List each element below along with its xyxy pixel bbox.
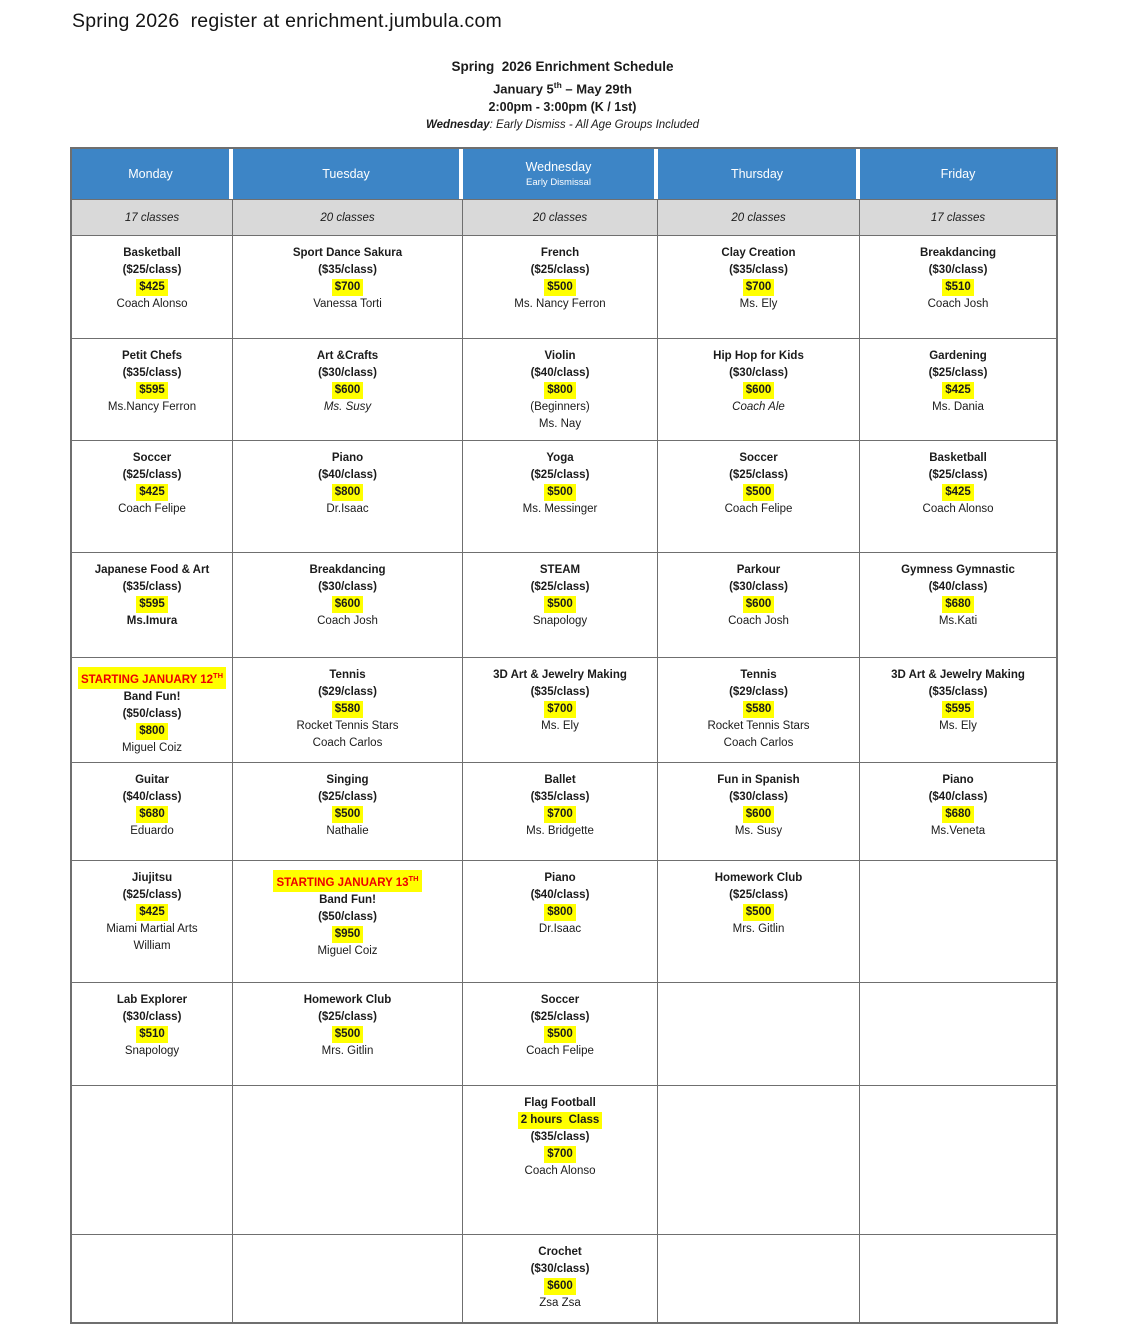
class-cell [233,982,463,1085]
class-rate: ($40/class) [530,367,590,379]
class-total-price [658,279,859,296]
table-row [72,552,1056,657]
yellow-highlight: $425 [136,279,168,296]
class-cell [463,982,658,1085]
class-rate: ($25/class) [318,791,377,803]
class-cell [72,440,233,552]
class-instructor: Zsa Zsa [539,1297,581,1309]
day-label: Friday [940,167,976,181]
class-cell [233,762,463,860]
table-row [72,1085,1056,1234]
empty-cell [72,1085,233,1234]
class-count-cell: 17 classes [860,199,1056,235]
yellow-highlight: $510 [136,1026,168,1043]
class-name: Breakdancing [919,247,997,259]
table-row [72,982,1056,1085]
class-total-price [658,806,859,823]
note-rest: : Early Dismiss - All Age Groups Included [489,119,700,132]
day-header-cell [860,149,1056,199]
class-instructor: Rocket Tennis Stars [296,720,399,732]
class-rate: ($35/class) [122,581,182,593]
empty-cell [658,1085,860,1234]
class-rate: ($25/class) [122,889,182,901]
banner-highlight: STARTING JANUARY 12TH [78,667,226,689]
class-total-price [72,279,232,296]
class-name: Soccer [132,452,172,464]
class-cell [860,552,1056,657]
yellow-highlight: $500 [544,279,576,296]
class-cell [860,657,1056,762]
class-rate: ($25/class) [530,264,590,276]
class-total-price [233,806,462,823]
yellow-highlight: $510 [942,279,974,296]
yellow-highlight: $600 [743,382,775,399]
class-cell [658,235,860,338]
class-name: Basketball [123,247,181,259]
class-instructor: Ms.Imura [126,615,178,627]
class-name: Singing [326,774,369,786]
starting-date-banner [72,667,232,689]
class-cell [860,440,1056,552]
class-cell [463,657,658,762]
yellow-highlight: $800 [544,904,576,921]
yellow-highlight: $700 [743,279,775,296]
class-name: Lab Explorer [116,994,188,1006]
table-counts-row [72,199,1056,235]
class-cell [72,338,233,440]
class-cell [463,762,658,860]
class-instructor: Miami Martial Arts [106,923,198,935]
class-instructor: Ms. Nay [538,418,582,430]
class-count-cell: 17 classes [72,199,233,235]
class-name: Soccer [739,452,778,464]
class-name: Petit Chefs [121,350,183,362]
class-instructor: Miguel Coiz [121,741,183,754]
class-instructor: Coach Felipe [724,503,793,515]
yellow-highlight: $500 [743,904,775,921]
class-cell [72,235,233,338]
class-total-price [860,279,1056,296]
class-total-price [860,701,1056,718]
class-instructor: Mrs. Gitlin [732,923,785,935]
class-total-price [72,806,232,823]
class-total-price [658,596,859,613]
class-name: Piano [544,872,576,884]
banner-highlight: STARTING JANUARY 13TH [273,870,421,892]
day-header-cell [233,149,463,199]
class-cell [72,982,233,1085]
class-rate: ($30/class) [729,791,788,803]
yellow-highlight: $700 [332,279,364,296]
note-bold: Wednesday [425,119,490,132]
class-rate: ($25/class) [530,1011,590,1023]
table-row [72,1234,1056,1322]
class-cell [72,552,233,657]
class-name: Yoga [546,452,574,464]
class-name: Ballet [544,774,576,786]
class-name: Piano [331,452,364,464]
class-instructor: Ms. Ely [939,720,977,732]
class-instructor: William [133,940,171,952]
day-header-cell [658,149,860,199]
class-name: Art &Crafts [316,350,379,362]
class-rate: ($35/class) [530,1131,590,1143]
page-title: Spring 2026 register at enrichment.jumbula.com [72,10,502,32]
class-rate: ($40/class) [928,581,988,593]
yellow-highlight: $580 [743,701,775,718]
class-total-price [658,484,859,501]
class-total-price [463,806,657,823]
class-rate: ($30/class) [318,367,377,379]
class-total-price [463,382,657,399]
class-rate: ($35/class) [318,264,377,276]
class-cell [233,440,463,552]
class-rate: ($25/class) [122,469,182,481]
class-cell [463,860,658,982]
yellow-highlight: $680 [942,806,974,823]
class-instructor: Coach Josh [317,615,378,627]
date-superscript: th [553,80,562,90]
empty-cell [860,1085,1056,1234]
empty-cell [860,1234,1056,1322]
class-name: Gardening [929,350,987,362]
class-cell [463,440,658,552]
class-total-price [658,701,859,718]
class-rate: ($30/class) [122,1011,182,1023]
banner-superscript: TH [408,874,419,883]
table-body [72,235,1056,1322]
banner-superscript: TH [213,671,224,680]
class-count-cell: 20 classes [463,199,658,235]
class-instructor: Ms. Dania [932,401,984,413]
class-total-price [463,596,657,613]
class-instructor: Coach Josh [927,298,989,310]
day-subtitle: Early Dismissal [526,176,591,188]
class-rate: ($25/class) [928,469,988,481]
class-cell [72,762,233,860]
class-rate: ($35/class) [122,367,182,379]
class-name: Japanese Food & Art [94,564,210,576]
class-name: Basketball [929,452,987,464]
empty-cell [658,1234,860,1322]
class-name: Jiujitsu [131,872,173,884]
class-rate: ($29/class) [729,686,788,698]
day-label: Tuesday [322,167,370,181]
empty-cell [658,982,860,1085]
class-total-price [463,279,657,296]
yellow-highlight: $700 [544,1146,576,1163]
empty-cell [72,1234,233,1322]
class-total-price [72,904,232,921]
class-name: Tennis [329,669,366,681]
class-instructor: Coach Ale [732,401,785,413]
class-rate: ($25/class) [318,1011,377,1023]
class-instructor: Rocket Tennis Stars [707,720,810,732]
class-total-price [233,1026,462,1043]
class-name: Flag Football [524,1097,596,1109]
class-instructor: Coach Felipe [118,503,186,515]
class-total-price [463,484,657,501]
class-instructor: Ms. Ely [739,298,778,310]
class-name: 3D Art & Jewelry Making [891,669,1025,681]
yellow-highlight: $425 [942,484,974,501]
day-header-cell [463,149,658,199]
class-instructor: Dr.Isaac [326,503,369,515]
empty-cell [233,1085,463,1234]
yellow-highlight: 2 hours Class [518,1112,603,1129]
class-total-price [463,1278,657,1295]
class-rate: ($25/class) [729,469,788,481]
schedule-header [0,58,1125,135]
class-name: Violin [544,350,576,362]
class-instructor: Coach Josh [728,615,789,627]
date-pre: January 5 [493,81,554,97]
class-instructor: Snapology [532,615,588,627]
class-rate: ($25/class) [530,581,590,593]
class-total-price [860,806,1056,823]
class-total-price [860,382,1056,399]
class-rate: ($50/class) [122,707,182,720]
class-name: Sport Dance Sakura [292,247,403,259]
class-total-price [463,904,657,921]
table-row [72,657,1056,762]
class-total-price [233,596,462,613]
class-name: Band Fun! [123,690,181,703]
yellow-highlight: $595 [942,701,974,718]
class-instructor: Coach Alonso [524,1165,596,1177]
class-rate: ($25/class) [122,264,182,276]
class-instructor: Coach Alonso [116,298,188,310]
class-instructor: Ms. Susy [323,401,372,413]
day-label: Thursday [730,167,784,181]
class-total-price [233,484,462,501]
class-cell [463,552,658,657]
starting-date-banner [233,870,462,892]
yellow-highlight: $500 [332,806,364,823]
yellow-highlight: $500 [332,1026,364,1043]
class-name: Hip Hop for Kids [713,350,804,362]
class-duration-highlight [463,1112,657,1129]
class-name: Soccer [540,994,580,1006]
class-cell [658,338,860,440]
class-rate: ($30/class) [530,1263,590,1275]
yellow-highlight: $425 [942,382,974,399]
class-name: French [540,247,580,259]
class-cell [463,1234,658,1322]
class-name: Homework Club [303,994,392,1006]
class-instructor: Eduardo [130,825,174,837]
class-cell [658,860,860,982]
class-total-price [463,1026,657,1043]
class-instructor: Ms. Nancy Ferron [514,298,606,310]
class-name: Crochet [538,1246,582,1258]
yellow-highlight: $950 [332,926,364,943]
class-cell [658,762,860,860]
class-instructor: Ms. Susy [734,825,783,837]
class-total-price [72,596,232,613]
yellow-highlight: $600 [743,806,775,823]
class-instructor: Ms. Ely [541,720,579,732]
class-rate: ($40/class) [928,791,988,803]
class-rate: ($35/class) [928,686,988,698]
class-name: Homework Club [714,872,803,884]
yellow-highlight: $595 [136,596,168,613]
date-post: – May 29th [561,81,632,97]
yellow-highlight: $600 [332,596,364,613]
class-name: Parkour [736,564,781,576]
class-rate: ($30/class) [928,264,988,276]
class-instructor: Ms.Nancy Ferron [107,401,197,413]
class-cell [72,657,233,762]
class-instructor: Ms. Messinger [522,503,598,515]
class-rate: ($35/class) [530,791,590,803]
empty-cell [233,1234,463,1322]
yellow-highlight: $600 [544,1278,576,1295]
class-instructor: Vanessa Torti [313,298,382,310]
class-total-price [860,484,1056,501]
class-total-price [72,723,232,740]
class-cell [658,440,860,552]
class-name: STEAM [539,564,581,576]
class-name: Guitar [135,774,169,786]
schedule-time: 2:00pm - 3:00pm (K / 1st) [488,100,637,115]
class-instructor: Coach Alonso [922,503,994,515]
class-cell [463,235,658,338]
table-row [72,235,1056,338]
class-total-price [658,904,859,921]
class-instructor: Coach Felipe [526,1045,594,1057]
yellow-highlight: $425 [136,484,168,501]
class-name: Band Fun! [319,893,376,906]
class-cell [463,1085,658,1234]
class-total-price [463,701,657,718]
class-name: Fun in Spanish [717,774,800,786]
class-rate: ($25/class) [729,889,788,901]
class-cell [233,338,463,440]
class-total-price [463,1146,657,1163]
day-label: Monday [128,167,173,181]
class-instructor: Snapology [124,1045,180,1057]
yellow-highlight: $800 [136,723,168,740]
class-instructor: Mrs. Gitlin [321,1045,374,1057]
schedule-note [0,116,1125,135]
schedule-date-range [0,76,1125,98]
class-name: Piano [942,774,974,786]
class-rate: ($30/class) [318,581,377,593]
class-total-price [72,484,232,501]
class-name: 3D Art & Jewelry Making [493,669,627,681]
class-instructor: Ms.Veneta [930,825,986,837]
class-count-cell: 20 classes [658,199,860,235]
class-cell [658,552,860,657]
class-cell [233,552,463,657]
class-cell [233,235,463,338]
class-rate: ($25/class) [928,367,988,379]
class-cell [658,657,860,762]
class-rate: ($29/class) [318,686,377,698]
class-cell [233,860,463,982]
table-row [72,762,1056,860]
class-total-price [658,382,859,399]
empty-cell [860,860,1056,982]
class-count-cell: 20 classes [233,199,463,235]
class-rate: ($30/class) [729,581,788,593]
class-total-price [233,382,462,399]
yellow-highlight: $700 [544,701,576,718]
class-name: Breakdancing [309,564,386,576]
class-instructor: Nathalie [326,825,369,837]
class-cell [233,657,463,762]
class-total-price [72,1026,232,1043]
table-row [72,860,1056,982]
class-rate: ($25/class) [530,469,590,481]
class-cell [860,235,1056,338]
yellow-highlight: $700 [544,806,576,823]
class-instructor: Dr.Isaac [538,923,582,935]
table-header-row [72,149,1056,199]
table-row [72,440,1056,552]
yellow-highlight: $500 [544,596,576,613]
class-name: Gymness Gymnastic [901,564,1015,576]
empty-cell [860,982,1056,1085]
class-name: Tennis [740,669,777,681]
yellow-highlight: $680 [942,596,974,613]
class-total-price [233,701,462,718]
yellow-highlight: $425 [136,904,168,921]
class-total-price [860,596,1056,613]
class-instructor: Coach Carlos [312,737,383,749]
class-cell [463,338,658,440]
yellow-highlight: $500 [743,484,775,501]
class-total-price [233,926,462,943]
schedule-table [70,147,1058,1324]
class-rate: ($40/class) [530,889,590,901]
class-rate: ($35/class) [530,686,590,698]
class-cell [72,860,233,982]
class-cell [860,762,1056,860]
day-header-cell [72,149,233,199]
yellow-highlight: $800 [332,484,364,501]
table-row [72,338,1056,440]
class-total-price [72,382,232,399]
yellow-highlight: $500 [544,1026,576,1043]
class-name: Clay Creation [721,247,796,259]
schedule-title: Spring 2026 Enrichment Schedule [451,59,674,74]
yellow-highlight: $600 [743,596,775,613]
class-instructor: (Beginners) [530,401,590,413]
yellow-highlight: $800 [544,382,576,399]
yellow-highlight: $580 [332,701,364,718]
yellow-highlight: $500 [544,484,576,501]
class-rate: ($30/class) [729,367,788,379]
class-cell [860,338,1056,440]
class-instructor: Miguel Coiz [317,944,378,957]
class-rate: ($40/class) [318,469,377,481]
yellow-highlight: $680 [136,806,168,823]
class-rate: ($50/class) [318,910,377,923]
class-rate: ($35/class) [729,264,788,276]
class-rate: ($40/class) [122,791,182,803]
class-instructor: Coach Carlos [723,737,794,749]
class-instructor: Ms. Bridgette [526,825,594,837]
yellow-highlight: $600 [332,382,364,399]
yellow-highlight: $595 [136,382,168,399]
class-instructor: Ms.Kati [938,615,978,627]
class-total-price [233,279,462,296]
day-label: Wednesday [525,159,592,174]
